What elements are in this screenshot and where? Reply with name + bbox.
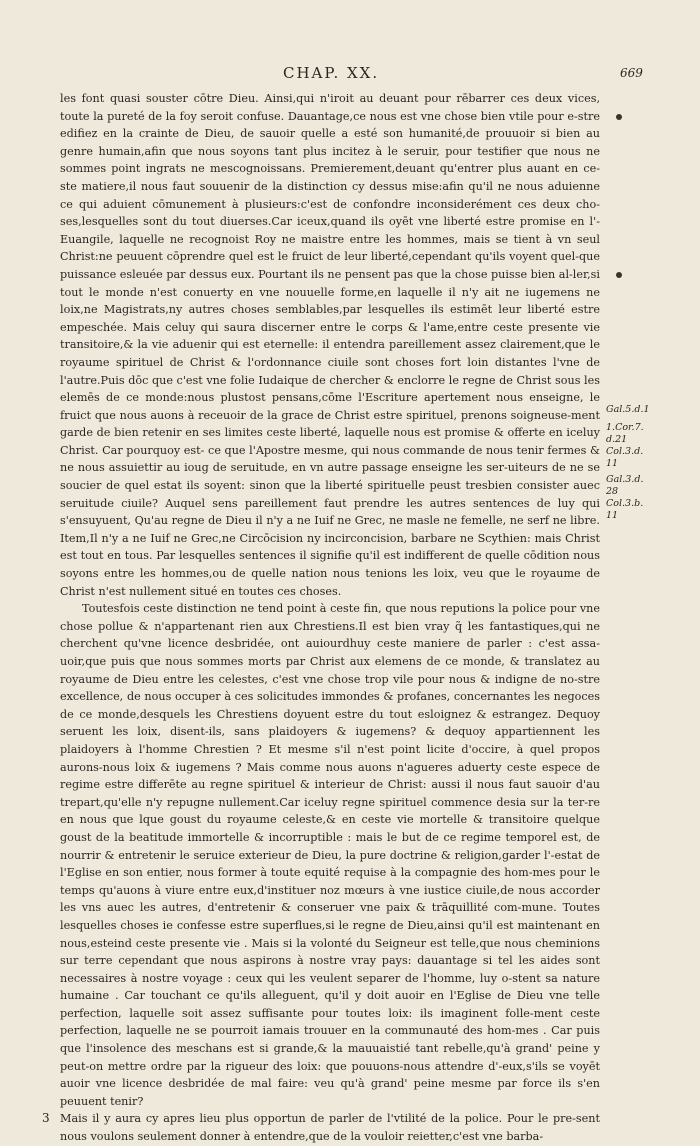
margin-note: Gal.3.d. (606, 474, 644, 485)
margin-note: Gal.5.d.1 (606, 404, 650, 415)
paragraph-1: les font quasi souster cōtre Dieu. Ainsi,qui n'iroit au deuant pour rēbarrer ces deux vices, toute la pureté de la foy seroit confuse. Dauantage,ce nous est vne chose bien vtile pour e-stre edifiez en la crainte de Dieu, de sauoir quelle a esté son humanité,de prouuoir si bien au genre humain,afin que nous soyons tant plus incitez à le seruir, pour testifier que nous ne sommes point ingrats ne mescognoissans. Premierement,deuant qu'entrer plus auant en ce-ste matiere,il nous faut souuenir de la distinction cy dessus mise:afin qu'il ne nous aduienne ce qui aduient cōmunement à plusieurs:c'est de confondre inconsiderément ces deux cho-ses,lesquelles sont du tout diuerses.Car iceux,quand ils oyēt vne liberté estre promise en l'-Euangile, laquelle ne recognoist Roy ne maistre entre les hommes, mais se tient à vn seul Christ:ne peuuent cōprendre quel est le fruict de leur liberté,cependant qu'ils voyent quel-que puissance esleuée par dessus eux. Pourtant ils ne pensent pas que la chose puisse bien al-ler,si tout le monde n'est conuerty en vne nouuelle forme,en laquelle il n'y ait ne iugemens ne loix,ne Magistrats,ny autres choses semblables,par lesquelles ils estimēt leur liberté estre empeschée. Mais celuy qui saura discerner entre le corps & l'ame,entre ceste presente vie transitoire,& la vie aduenir qui est eternelle: il entendra pareillement assez clairement,que le royaume spirituel de Christ & l'ordonnance ciuile sont choses fort loin distantes l'vne de l'autre.Puis dōc que c'est vne folie Iudaique de chercher & enclorre le regne de Christ sous les elemēs de ce monde:nous plustost pensans,cōme l'Escriture apertement nous enseigne, le fruict que nous auons à receuoir de la grace de Christ estre spirituel, prenons soigneuse-ment garde de bien retenir en ses limites ceste liberté, laquelle nous est promise & offerte en iceluy Christ. Car pourquoy est- ce que l'Apostre mesme, qui nous commande de nous tenir fermes & ne nous assuiettir au ioug de seruitude, en vn autre passage enseigne les ser-uiteurs de ne se soucier de quel estat ils soyent: sinon que la liberté spirituelle peust tresbien consister auec seruitude ciuile? Auquel sens pareillement faut prendre les autres sentences de luy qui s'ensuyuent, Qu'au regne de Dieu il n'y a ne Iuif ne Grec, ne masle ne femelle, ne serf ne libre. Item,Il n'y a ne Iuif ne Grec,ne Circōcision ny incirconcision, barbare ne Scythien: mais Christ est tout en tous. Par lesquelles sentences il signifie qu'il est indifferent de quelle cōdition nous soyons entre les hommes,ou de quelle nation nous tenions les loix, veu que le royaume de Christ n'est nullement situé en toutes ces choses. (60, 92, 600, 598)
page-number: 669 (620, 66, 643, 80)
chapter-heading: CHAP. XX. (283, 64, 380, 82)
margin-note: d.21 (606, 434, 628, 445)
margin-notes (606, 404, 696, 522)
paragraph-2: Toutesfois ceste distinction ne tend point à ceste fin, que nous reputions la police pour vne chose pollue & n'appartenant rien aux Chrestiens.Il est bien vray q̃ les fantastiques,qui ne cherchent qu'vne licence desbridée, ont auiourdhuy ceste maniere de parler : c'est assa-uoir,que puis que nous sommes morts par Christ aux elemens de ce monde, & translatez au royaume de Dieu entre les celestes, c'est vne chose trop vile pour nous & indigne de no-stre excellence, de nous occuper à ces solicitudes immondes & profanes, concernantes les negoces de ce monde,desquels les Chrestiens doyuent estre du tout esloignez & estrangez. Dequoy seruent les loix, disent-ils, sans plaidoyers & iugemens? & dequoy appartiennent les plaidoyers à l'homme Chrestien ? Et mesme s'il n'est point licite d'occire, à quel propos aurons-nous loix & iugemens ? Mais comme nous auons n'agueres aduerty ceste espece de regime estre differēte au regne spirituel & interieur de Christ: aussi il nous faut sauoir d'au trepart,qu'elle n'y repugne nullement.Car iceluy regne spirituel commence desia sur la ter-re en nous que lque goust du royaume celeste,& en ceste vie mortelle & transitoire quelque goust de la beatitude immortelle & incorruptible : mais le but de ce regime temporel est, de nourrir & entretenir le seruice exterieur de Dieu, la pure doctrine & religion,garder l'-estat de l'Eglise en son entier, nous former à toute equité requise à la compagnie des hom-mes pour le temps qu'auons à viure entre eux,d'instituer noz mœurs à vne iustice ciuile,de nous accorder les vns auec les autres, d'entretenir & conseruer vne paix & trāquillité com-mune. Toutes lesquelles choses ie confesse estre superflues,si le regne de Dieu,ainsi qu'il est maintenant en nous,esteind ceste presente vie . Mais si la volonté du Seigneur est telle,que nous cheminions sur terre cependant que nous aspirons à nostre vray pays: dauantage si tel les aides sont necessaires à nostre voyage : ceux qui les veulent separer de l'homme, luy o-stent sa nature humaine . Car touchant ce qu'ils alleguent, qu'il y doit auoir en l'Eglise de Dieu vne telle perfection, laquelle soit assez suffisante pour toutes loix: ils imaginent folle-ment ceste perfection, laquelle ne se pourroit iamais trouuer en la communauté des hom-mes . Car puis que l'insolence des meschans est si grande,& la mauuaistié tant rebelle,qu'à grand' peine y peut-on mettre ordre par la rigueur des loix: que pouuons-nous attendre d'-eux,s'ils se voyēt auoir vne licence desbridée de mal faire: veu qu'à grand' peine mesme par force ils s'en peuuent tenir? (60, 602, 600, 1108)
margin-note: 11 (606, 458, 619, 469)
margin-note: 28 (606, 486, 619, 497)
paragraph-3-text: Mais il y aura cy apres lieu plus opportun de parler de l'vtilité de la police. Pour le pre-sent nous voulons seulement donner à entendre,que de la vouloir reietter,c'est vne barba- (60, 1112, 600, 1144)
main-text (42, 90, 600, 1146)
paragraph-3 (42, 1110, 600, 1145)
margin-note: 1.Cor.7. (606, 422, 644, 433)
paragraph-number: 3 (42, 1111, 50, 1126)
margin-note: Col.3.b. (606, 498, 644, 509)
page-header (0, 64, 700, 84)
margin-note: 11 (606, 510, 619, 521)
margin-dot-icon (616, 272, 622, 278)
margin-dot-icon (616, 114, 622, 120)
margin-note: Col.3.d. (606, 446, 644, 457)
